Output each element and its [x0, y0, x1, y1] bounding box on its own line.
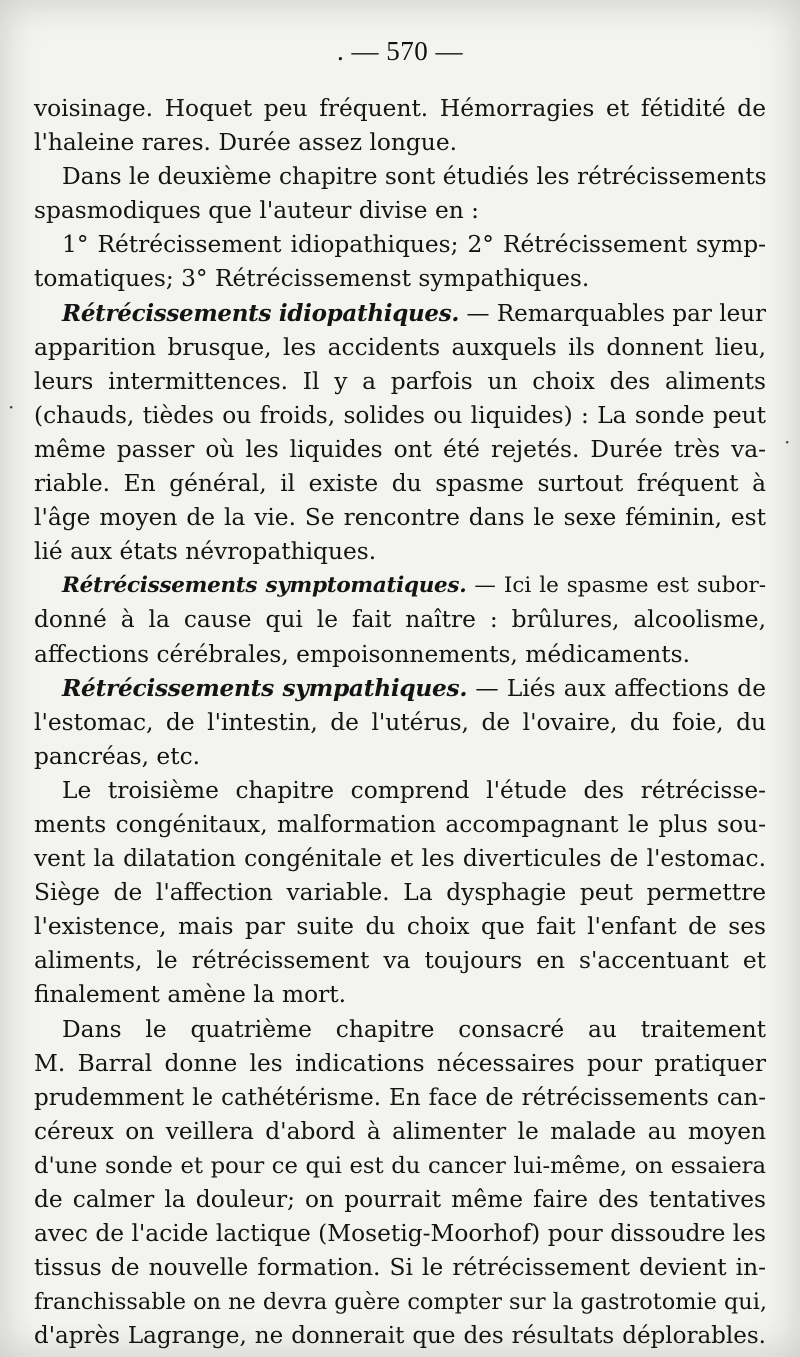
- text-line: [34, 433, 766, 467]
- text-line: [34, 501, 766, 535]
- section-heading-italic: Rétrécissements idiopathiques.: [62, 299, 460, 327]
- text-line: [34, 910, 766, 944]
- line-text: aliments, le rétrécissement va toujours en s'accentuant et: [34, 947, 766, 975]
- line-text: — Remarquables par leur: [459, 300, 766, 327]
- text-line: [34, 603, 766, 637]
- line-text: l'estomac, de l'intestin, de l'utérus, de l'ovaire, du foie, du: [34, 708, 766, 736]
- text-line: [34, 535, 766, 569]
- text-line: [34, 944, 766, 978]
- line-text: l'âge moyen de la vie. Se rencontre dans le sexe féminin, est: [34, 504, 766, 532]
- text-line: [34, 1115, 766, 1149]
- line-text: Dans le quatrième chapitre consacré au traitement: [62, 1015, 766, 1043]
- text-line: [34, 365, 766, 399]
- margin-speck-left: ·: [8, 395, 15, 419]
- text-line: [34, 1251, 766, 1285]
- text-line: [34, 194, 766, 228]
- body-text: [34, 92, 766, 1353]
- text-line: [34, 92, 766, 126]
- line-text: ments congénitaux, malformation accompagnant le plus sou-: [34, 810, 766, 838]
- text-line: [34, 1217, 766, 1251]
- line-text: l'haleine rares. Durée assez longue.: [34, 129, 458, 157]
- line-text: même passer où les liquides ont été rejetés. Durée très va-: [34, 435, 766, 463]
- line-text: affections cérébrales, empoisonnements, médicaments.: [34, 640, 691, 668]
- text-line: [34, 569, 766, 603]
- line-text: voisinage. Hoquet peu fréquent. Hémorragies et fétidité de: [34, 95, 766, 122]
- line-text: de calmer la douleur; on pourrait même faire des tentatives: [34, 1186, 766, 1213]
- text-line: [34, 808, 766, 842]
- line-text: Dans le deuxième chapitre sont étudiés les rétrécissements: [62, 163, 767, 191]
- line-text: franchissable on ne devra guère compter sur la gastrotomie qui,: [34, 1289, 767, 1316]
- line-text: d'une sonde et pour ce qui est du cancer lui-même, on essaiera: [34, 1152, 766, 1179]
- text-line: [34, 672, 766, 706]
- line-text: Siège de l'affection variable. La dysphagie peut permettre: [34, 879, 766, 907]
- line-text: leurs intermittences. Il y a parfois un choix des aliments: [34, 367, 766, 395]
- line-text: d'après Lagrange, ne donnerait que des résultats déplorables.: [34, 1323, 766, 1350]
- text-line: [34, 331, 766, 365]
- margin-speck-right: ·: [784, 430, 791, 454]
- text-line: [34, 1285, 766, 1319]
- text-line: [34, 774, 766, 808]
- line-text: tomatiques; 3° Rétrécissemenst sympathiques.: [34, 265, 590, 293]
- line-text: riable. En général, il existe du spasme surtout fréquent à: [34, 470, 766, 498]
- line-text: — Ici le spasme est subor-: [466, 573, 766, 599]
- page-number: . — 570 —: [337, 36, 463, 66]
- line-text: tissus de nouvelle formation. Si le rétrécissement devient in-: [34, 1254, 766, 1282]
- text-line: [34, 876, 766, 910]
- text-line: [34, 1319, 766, 1353]
- text-line: [34, 638, 766, 672]
- text-line: [34, 262, 766, 296]
- text-line: [34, 842, 766, 876]
- text-line: [34, 228, 766, 262]
- line-text: céreux on veillera d'abord à alimenter le malade au moyen: [34, 1117, 766, 1145]
- line-text: vent la dilatation congénitale et les diverticules de l'estomac.: [34, 845, 766, 873]
- line-text: 1° Rétrécissement idiopathiques; 2° Rétrécissement symp-: [62, 231, 766, 259]
- line-text: l'existence, mais par suite du choix que fait l'enfant de ses: [34, 913, 766, 941]
- line-text: pancréas, etc.: [34, 742, 201, 770]
- text-line: [34, 399, 766, 433]
- text-line: [34, 978, 766, 1012]
- section-heading-italic: Rétrécissements symptomatiques.: [62, 573, 467, 599]
- line-text: apparition brusque, les accidents auxquels ils donnent lieu,: [34, 333, 766, 361]
- text-line: [34, 126, 766, 160]
- text-line: [34, 467, 766, 501]
- line-text: donné à la cause qui le fait naître : brûlures, alcoolisme,: [34, 606, 766, 634]
- text-line: [34, 297, 766, 331]
- section-heading-italic: Rétrécissements sympathiques.: [62, 674, 468, 702]
- text-line: [34, 706, 766, 740]
- text-line: [34, 1149, 766, 1183]
- line-text: prudemment le cathétérisme. En face de rétrécissements can-: [34, 1084, 766, 1111]
- text-line: [34, 1047, 766, 1081]
- line-text: lié aux états névropathiques.: [34, 538, 377, 566]
- text-line: [34, 1183, 766, 1217]
- line-text: M. Barral donne les indications nécessaires pour pratiquer: [34, 1049, 766, 1077]
- text-line: [34, 1081, 766, 1115]
- line-text: spasmodiques que l'auteur divise en :: [34, 197, 479, 225]
- line-text: — Liés aux affections de: [467, 674, 767, 702]
- text-line: [34, 160, 766, 194]
- line-text: (chauds, tièdes ou froids, solides ou liquides) : La sonde peut: [34, 401, 766, 429]
- line-text: finalement amène la mort.: [34, 981, 347, 1009]
- text-line: [34, 1013, 766, 1047]
- line-text: Le troisième chapitre comprend l'étude des rétrécisse-: [62, 776, 766, 804]
- line-text: avec de l'acide lactique (Mosetig-Moorhof) pour dissoudre les: [34, 1220, 766, 1248]
- text-line: [34, 740, 766, 774]
